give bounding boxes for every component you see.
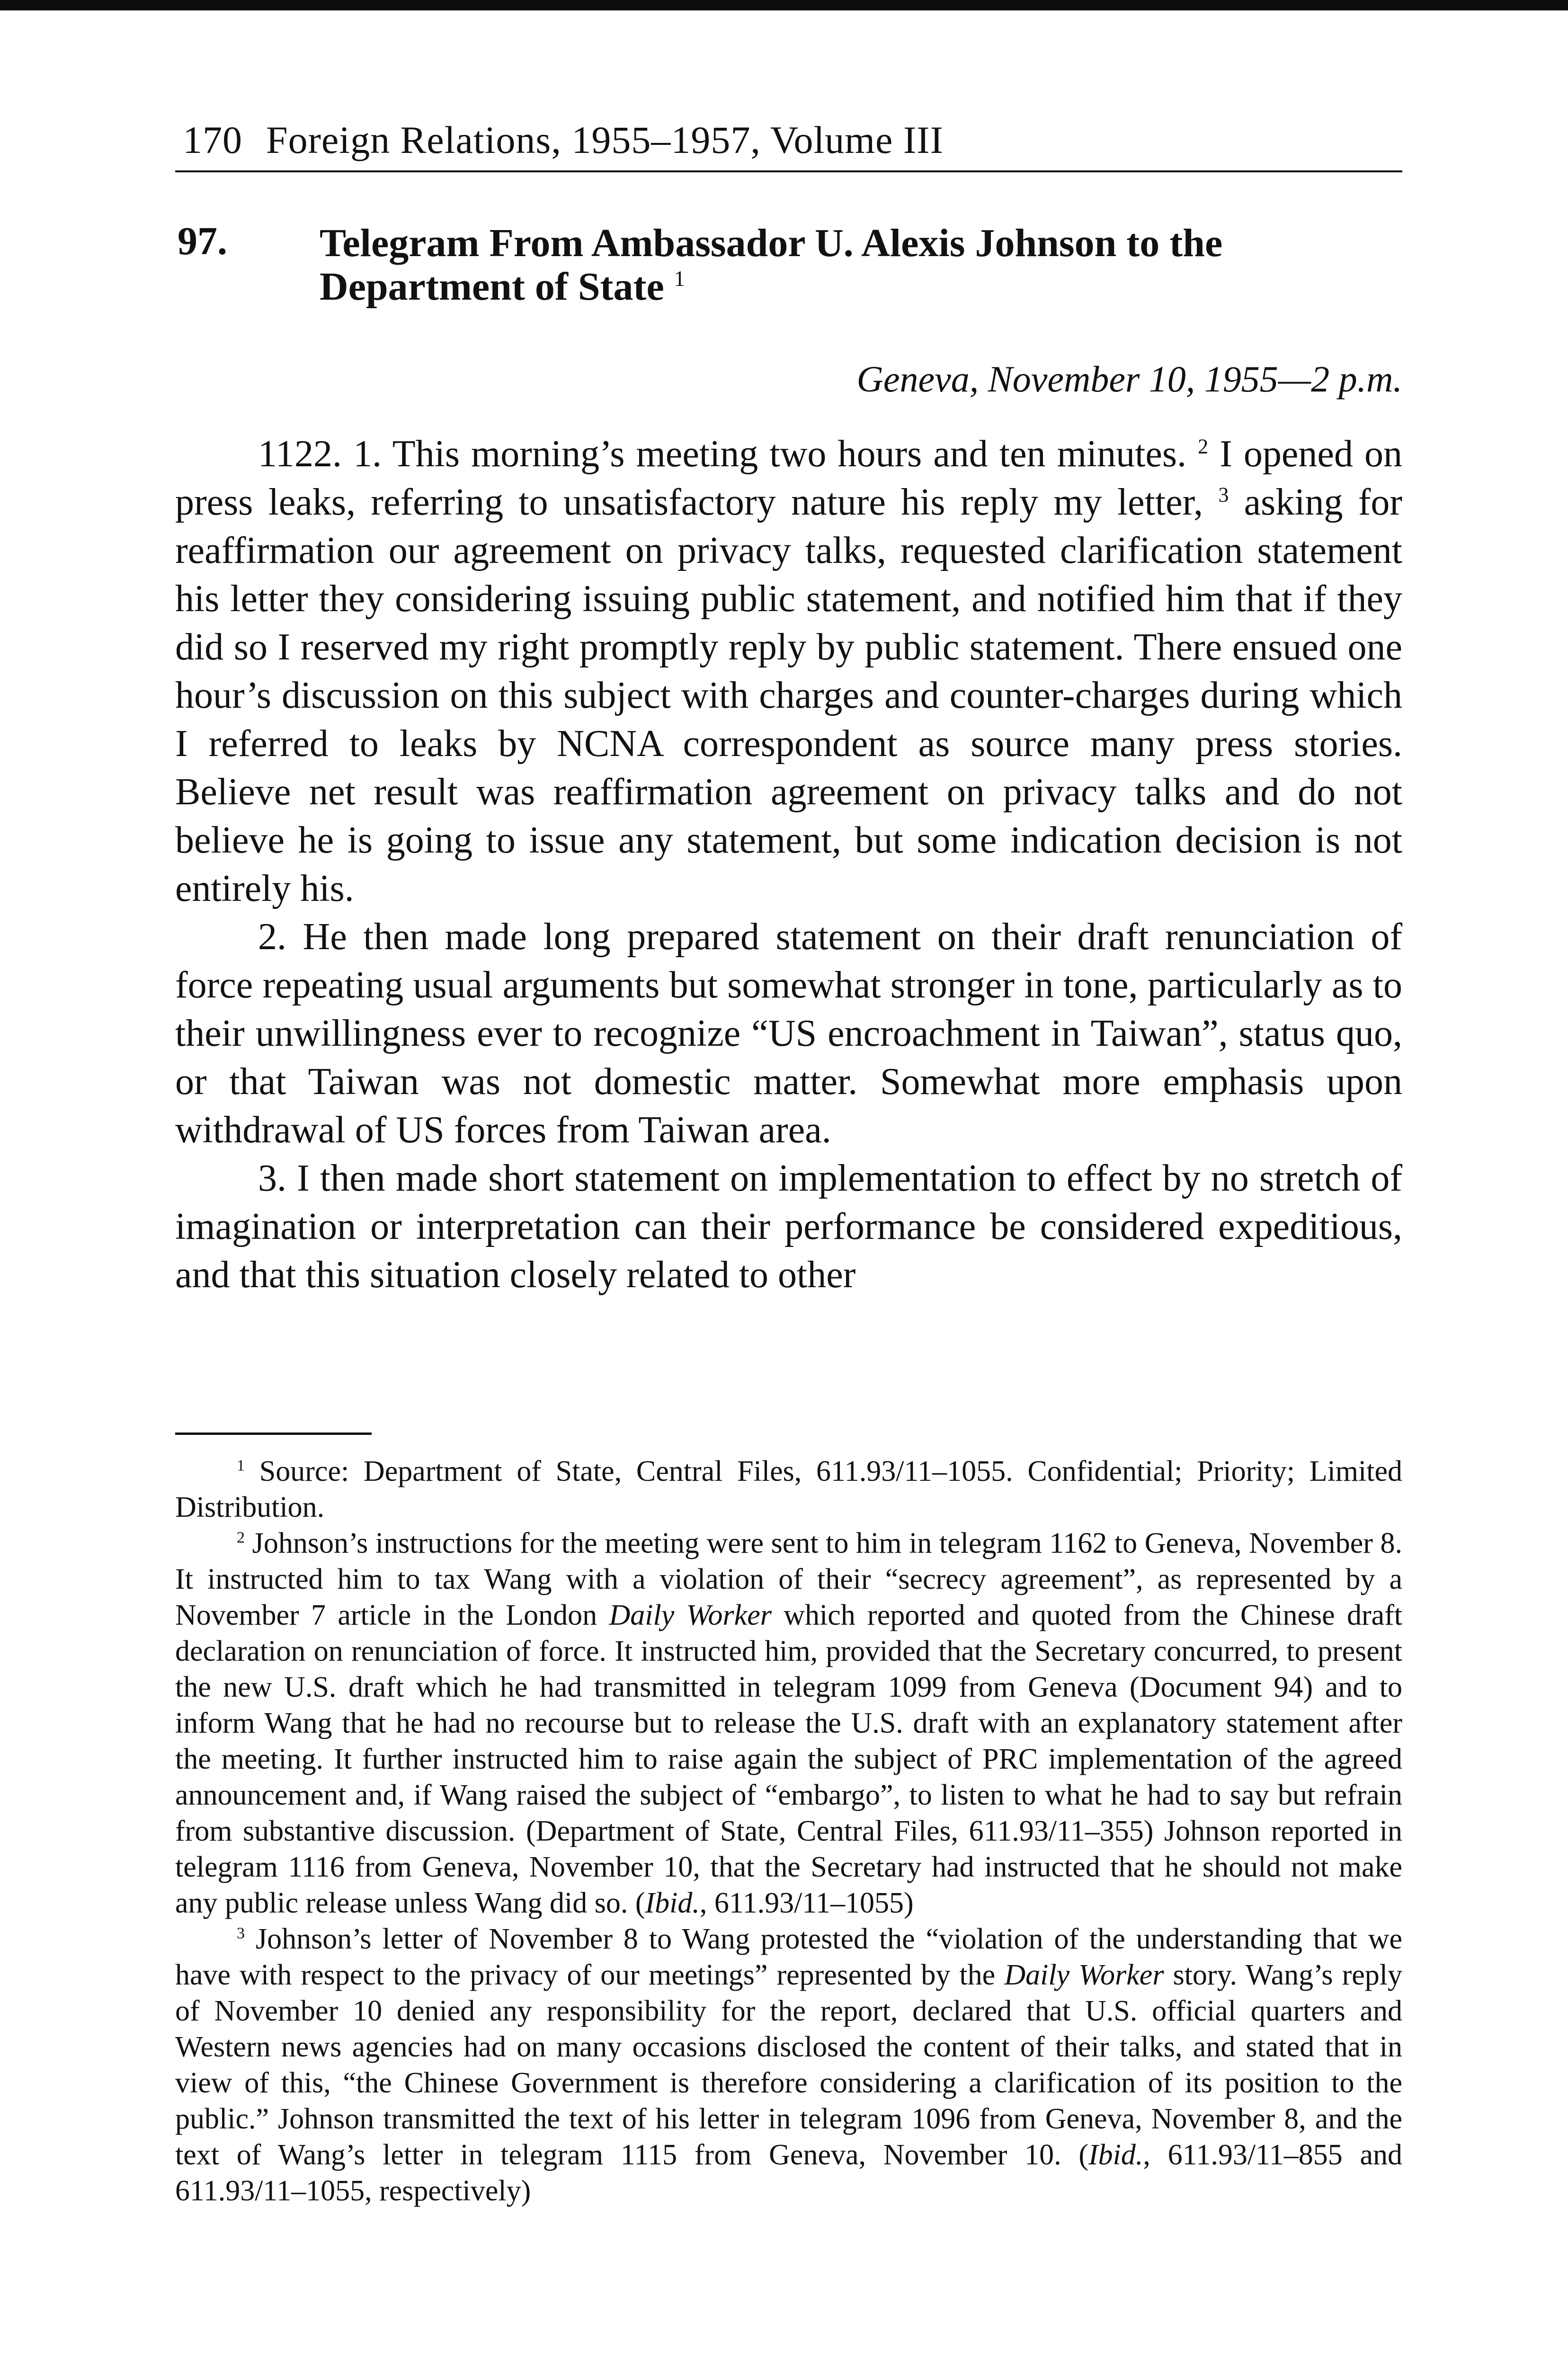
footnote-1-mark: 1 (237, 1457, 245, 1475)
footnote-3-mark: 3 (237, 1924, 245, 1942)
footnote-3-text-a: Johnson’s letter of November 8 to Wang protested the “violation of the understanding that we have with respect to the privacy of our meetings” represented by the (175, 1923, 1402, 1991)
dateline: Geneva, November 10, 1955—2 p.m. (856, 358, 1402, 400)
footnote-2-italic-ibid: Ibid. (645, 1887, 700, 1919)
document-number: 97. (178, 219, 227, 263)
footnote-2-text-b: which reported and quoted from the Chinese draft declaration on renunciation of force. It instructed him, provided that the Secretary concurred, to present the new U.S. draft which he had transmitted in telegram 1099 from Geneva (Document 94) and to inform Wang that he had no recourse but to release the U.S. draft with an explanatory statement after the meeting. It further instructed him to raise again the subject of PRC implementation of the agreed announcement and, if Wang raised the subject of “embargo”, to listen to what he had to say but refrain from substantive discussion. (Department of State, Central Files, 611.93/11–355) Johnson reported in telegram 1116 from Geneva, November 10, that the Secretary had instructed that he should not make any public release unless Wang did so. ( (175, 1599, 1402, 1919)
document-title-text: Telegram From Ambassador U. Alexis Johnson to the Department of State (320, 221, 1223, 309)
scan-top-edge (0, 0, 1568, 10)
header-rule (175, 170, 1402, 172)
footnote-3-text-c: , 611.93/11–855 and 611.93/11–1055, respectively) (175, 2139, 1402, 2207)
page-number: 170 (183, 118, 242, 161)
telegram-body (175, 430, 1402, 1299)
footnote-2-text-a: Johnson’s instructions for the meeting were sent to him in telegram 1162 to Geneva, November 8. It instructed him to tax Wang with a violation of their “secrecy agreement”, as represented by a November 7 article in the London (175, 1527, 1402, 1631)
paragraph-1 (175, 430, 1402, 913)
footnote-2-mark: 2 (237, 1529, 245, 1547)
paragraph-1-part-c: asking for reaffirmation our agreement on privacy talks, requested clarification statement his letter they considering issuing public statement, and notified him that if they did so I reserved my right promptly reply by public statement. There ensued one hour’s discussion on this subject with charges and counter-charges during which I referred to leaks by NCNA correspondent as source many press stories. Believe net result was reaffirmation agreement on privacy talks and do not believe he is going to issue any statement, but some indication decision is not entirely his. (175, 481, 1403, 909)
footnote-ref-3: 3 (1218, 483, 1229, 507)
running-title: Foreign Relations, 1955–1957, Volume III (266, 118, 944, 161)
footnotes (175, 1453, 1402, 2209)
footnote-1 (175, 1453, 1402, 1525)
footnote-3 (175, 1921, 1402, 2209)
footnote-3-italic-daily-worker: Daily Worker (1004, 1959, 1164, 1991)
paragraph-1-part-b: I opened on press leaks, referring to unsatisfactory nature his reply my letter, (175, 433, 1403, 523)
document-title (320, 222, 1361, 309)
footnote-ref-2: 2 (1198, 435, 1209, 458)
footnote-3-italic-ibid: Ibid. (1088, 2139, 1143, 2171)
footnote-2 (175, 1525, 1402, 1921)
paragraph-2: 2. He then made long prepared statement on their draft renunciation of force repeating usual arguments but somewhat stronger in tone, particularly as to their unwillingness ever to recognize “US encroachment in Taiwan”, status quo, or that Taiwan was not domestic matter. Somewhat more emphasis upon withdrawal of US forces from Taiwan area. (175, 916, 1402, 1151)
footnote-rule (175, 1433, 372, 1435)
paragraph-1-part-a: 1122. 1. This morning’s meeting two hours and ten minutes. (258, 433, 1187, 475)
footnote-3-text-b: story. Wang’s reply of November 10 denied any responsibility for the report, declared that U.S. official quarters and Western news agencies had on many occasions disclosed the content of their talks, and stated that in view of this, “the Chinese Government is therefore considering a clarification of its position to the public.” Johnson transmitted the text of his letter in telegram 1096 from Geneva, November 8, and the text of Wang’s letter in telegram 1115 from Geneva, November 10. ( (175, 1959, 1402, 2171)
footnote-1-text: Source: Department of State, Central Files, 611.93/11–1055. Confidential; Priority; Limited Distribution. (175, 1455, 1402, 1523)
paragraph-3: 3. I then made short statement on implementation to effect by no stretch of imagination or interpretation can their performance be considered expeditious, and that this situation closely related to other (175, 1157, 1402, 1296)
running-head (183, 118, 1402, 161)
footnote-ref-1: 1 (674, 267, 685, 291)
footnote-2-text-c: , 611.93/11–1055) (699, 1887, 914, 1919)
footnote-2-italic-daily-worker: Daily Worker (609, 1599, 772, 1631)
